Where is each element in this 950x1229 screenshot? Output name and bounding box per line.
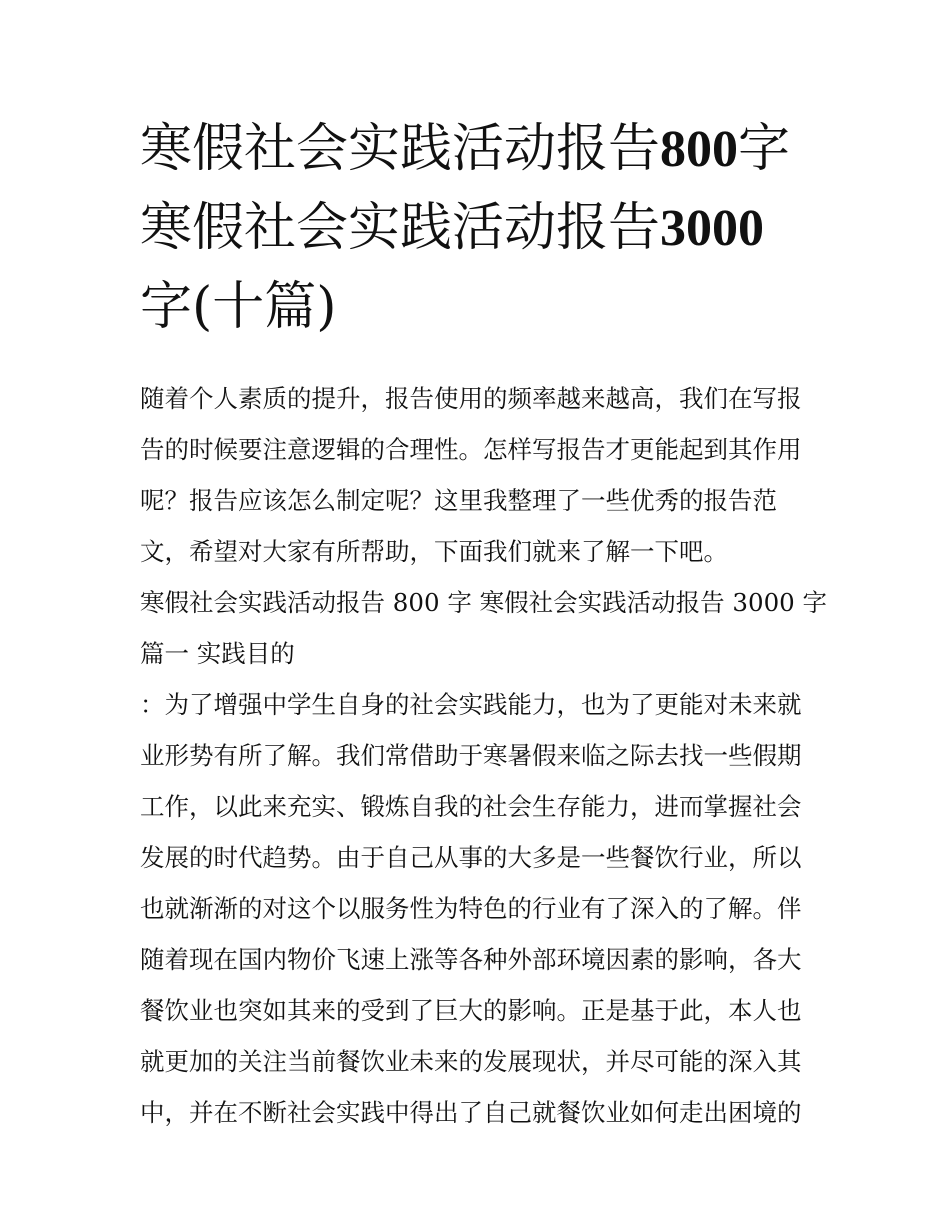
body-line: 业形势有所了解。我们常借助于寒暑假来临之际去找一些假期	[140, 741, 802, 770]
body-line: 中，并在不断社会实践中得出了自己就餐饮业如何走出困境的	[140, 1098, 802, 1127]
title-line-1-text: 寒假社会实践活动报告	[140, 119, 661, 179]
body-paragraph	[140, 679, 815, 1138]
section-heading: 篇一 实践目的	[140, 639, 295, 668]
title-line-3-text: 字(十篇)	[140, 277, 337, 337]
title-line-3	[140, 268, 815, 347]
intro-line: 告的时候要注意逻辑的合理性。怎样写报告才更能起到其作用	[140, 435, 802, 464]
body-line: 就更加的关注当前餐饮业未来的发展现状，并尽可能的深入其	[140, 1047, 802, 1076]
body-line: ：为了增强中学生自身的社会实践能力，也为了更能对未来就	[140, 690, 802, 719]
document-subtitle: 寒假社会实践活动报告 800 字 寒假社会实践活动报告 3000 字	[140, 588, 828, 617]
body-line: 工作，以此来充实、锻炼自我的社会生存能力，进而掌握社会	[140, 792, 802, 821]
title-line-1-number: 800	[660, 121, 739, 178]
title-line-2-number: 3000	[660, 200, 765, 257]
body-line: 餐饮业也突如其来的受到了巨大的影响。正是基于此，本人也	[140, 996, 802, 1025]
intro-line: 随着个人素质的提升，报告使用的频率越来越高，我们在写报	[140, 384, 802, 413]
body-line: 发展的时代趋势。由于自己从事的大多是一些餐饮行业，所以	[140, 843, 802, 872]
title-line-2-text: 寒假社会实践活动报告	[140, 198, 661, 258]
intro-line: 呢？报告应该怎么制定呢？这里我整理了一些优秀的报告范	[140, 486, 777, 515]
document-title	[140, 110, 815, 347]
title-line-1	[140, 110, 815, 189]
intro-paragraph	[140, 373, 815, 577]
title-line-1-suffix: 字	[738, 119, 791, 179]
document-content	[140, 110, 828, 1138]
title-line-2	[140, 189, 815, 268]
body-line: 随着现在国内物价飞速上涨等各种外部环境因素的影响，各大	[140, 945, 802, 974]
intro-line: 文，希望对大家有所帮助，下面我们就来了解一下吧。	[140, 537, 728, 566]
body-line: 也就渐渐的对这个以服务性为特色的行业有了深入的了解。伴	[140, 894, 802, 923]
